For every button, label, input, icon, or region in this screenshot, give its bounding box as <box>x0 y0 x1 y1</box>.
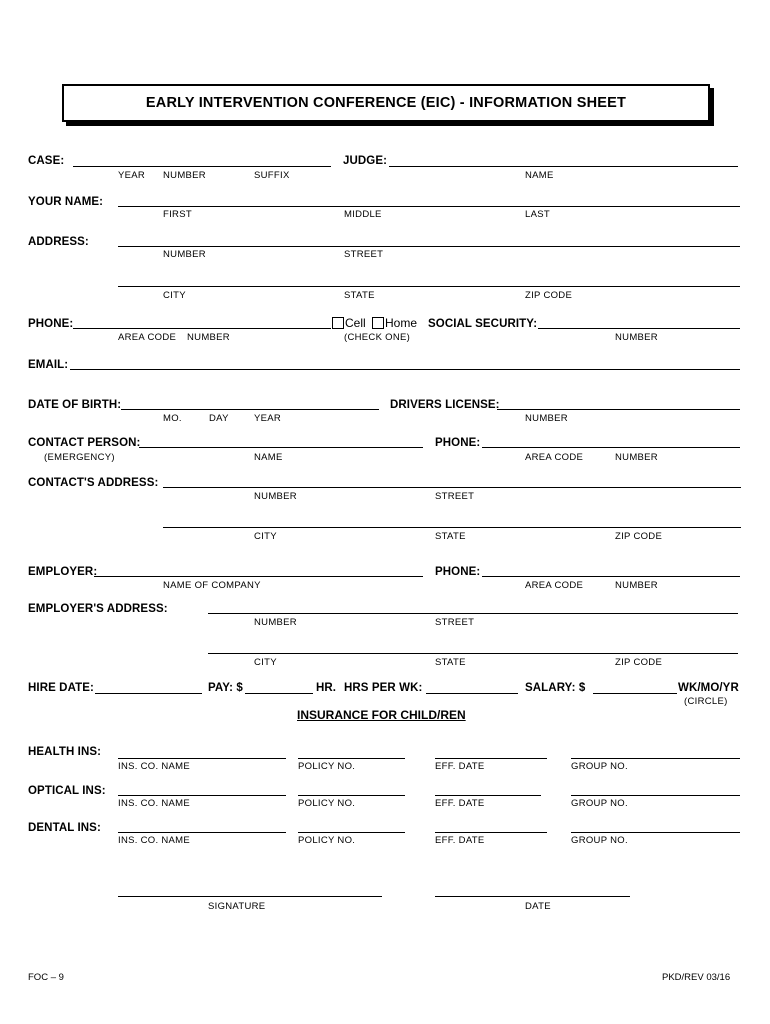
footer-revision: PKD/REV 03/16 <box>662 972 731 983</box>
circle-caption: (CIRCLE) <box>684 696 728 707</box>
contact-address-street-caption: STREET <box>435 491 475 502</box>
address-city-field[interactable] <box>118 286 740 287</box>
address-number-caption: NUMBER <box>163 249 206 260</box>
contact-address-label: CONTACT'S ADDRESS: <box>28 477 159 489</box>
first-name-caption: FIRST <box>163 209 192 220</box>
case-label: CASE: <box>28 155 65 167</box>
hrs-per-wk-field[interactable] <box>426 693 518 694</box>
optical-ins-policy-field[interactable] <box>298 795 405 796</box>
form-title: EARLY INTERVENTION CONFERENCE (EIC) - INFORMATION SHEET <box>145 95 627 111</box>
employer-address-city-field[interactable] <box>208 653 738 654</box>
drivers-license-number-caption: NUMBER <box>525 413 568 424</box>
address-state-caption: STATE <box>344 290 375 301</box>
ssn-label: SOCIAL SECURITY: <box>428 318 538 330</box>
dental-ins-policy-caption: POLICY NO. <box>298 835 356 846</box>
title-box <box>62 84 710 122</box>
last-name-caption: LAST <box>525 209 550 220</box>
employer-phone-number-caption: NUMBER <box>615 580 658 591</box>
phone-area-code-caption: AREA CODE <box>118 332 177 343</box>
wk-mo-yr-options[interactable]: WK/MO/YR <box>678 682 739 694</box>
contact-address-city-caption: CITY <box>254 531 277 542</box>
employer-address-street-caption: STREET <box>435 617 475 628</box>
signature-caption: SIGNATURE <box>208 901 266 912</box>
email-field[interactable] <box>70 369 740 370</box>
signature-field[interactable] <box>118 896 382 897</box>
salary-field[interactable] <box>593 693 677 694</box>
signature-date-caption: DATE <box>525 901 551 912</box>
health-ins-group-caption: GROUP NO. <box>571 761 628 772</box>
employer-address-number-caption: NUMBER <box>254 617 297 628</box>
employer-address-street-field[interactable] <box>208 613 738 614</box>
email-label: EMAIL: <box>28 359 69 371</box>
case-number-caption: NUMBER <box>163 170 206 181</box>
your-name-field[interactable] <box>118 206 740 207</box>
employer-phone-label: PHONE: <box>435 566 481 578</box>
hrs-per-wk-label: HRS PER WK: <box>344 682 423 694</box>
health-ins-policy-caption: POLICY NO. <box>298 761 356 772</box>
optical-ins-company-field[interactable] <box>118 795 286 796</box>
cell-checkbox[interactable] <box>332 317 344 329</box>
dob-year-caption: YEAR <box>254 413 282 424</box>
dob-day-caption: DAY <box>209 413 229 424</box>
health-ins-company-field[interactable] <box>118 758 286 759</box>
employer-field[interactable] <box>94 576 423 577</box>
optical-ins-company-caption: INS. CO. NAME <box>118 798 190 809</box>
health-ins-label: HEALTH INS: <box>28 746 102 758</box>
hr-label: HR. <box>316 682 337 694</box>
case-field[interactable] <box>73 166 331 167</box>
dob-field[interactable] <box>121 409 379 410</box>
contact-phone-label: PHONE: <box>435 437 481 449</box>
dental-ins-group-field[interactable] <box>571 832 740 833</box>
contact-address-number-caption: NUMBER <box>254 491 297 502</box>
judge-field[interactable] <box>389 166 738 167</box>
employer-phone-area-code-caption: AREA CODE <box>525 580 584 591</box>
middle-name-caption: MIDDLE <box>344 209 382 220</box>
employer-address-city-caption: CITY <box>254 657 277 668</box>
ssn-field[interactable] <box>538 328 740 329</box>
contact-phone-number-caption: NUMBER <box>615 452 658 463</box>
pay-label: PAY: $ <box>208 682 243 694</box>
dental-ins-company-field[interactable] <box>118 832 286 833</box>
contact-name-caption: NAME <box>254 452 283 463</box>
optical-ins-group-caption: GROUP NO. <box>571 798 628 809</box>
contact-person-field[interactable] <box>139 447 423 448</box>
phone-number-caption: NUMBER <box>187 332 230 343</box>
hire-date-label: HIRE DATE: <box>28 682 94 694</box>
contact-address-zip-caption: ZIP CODE <box>615 531 663 542</box>
case-year-caption: YEAR <box>118 170 146 181</box>
contact-address-city-field[interactable] <box>163 527 741 528</box>
health-ins-company-caption: INS. CO. NAME <box>118 761 190 772</box>
salary-label: SALARY: $ <box>525 682 586 694</box>
pay-field[interactable] <box>245 693 313 694</box>
dental-ins-company-caption: INS. CO. NAME <box>118 835 190 846</box>
address-street-caption: STREET <box>344 249 384 260</box>
drivers-license-field[interactable] <box>497 409 740 410</box>
dob-month-caption: MO. <box>163 413 182 424</box>
case-suffix-caption: SUFFIX <box>254 170 290 181</box>
phone-label: PHONE: <box>28 318 74 330</box>
health-ins-group-field[interactable] <box>571 758 740 759</box>
insurance-header: INSURANCE FOR CHILD/REN <box>297 708 466 722</box>
dob-label: DATE OF BIRTH: <box>28 399 122 411</box>
contact-phone-area-code-caption: AREA CODE <box>525 452 584 463</box>
company-name-caption: NAME OF COMPANY <box>163 580 261 591</box>
optical-ins-eff-date-field[interactable] <box>435 795 541 796</box>
address-street-field[interactable] <box>118 246 740 247</box>
dental-ins-policy-field[interactable] <box>298 832 405 833</box>
footer-form-code: FOC – 9 <box>28 972 64 983</box>
judge-label: JUDGE: <box>343 155 388 167</box>
dental-ins-group-caption: GROUP NO. <box>571 835 628 846</box>
cell-option-label: Cell <box>345 316 366 330</box>
contact-person-label: CONTACT PERSON: <box>28 437 141 449</box>
employer-phone-field[interactable] <box>482 576 740 577</box>
health-ins-policy-field[interactable] <box>298 758 405 759</box>
contact-address-state-caption: STATE <box>435 531 466 542</box>
health-ins-eff-date-caption: EFF. DATE <box>435 761 485 772</box>
employer-address-label: EMPLOYER'S ADDRESS: <box>28 603 168 615</box>
address-zip-caption: ZIP CODE <box>525 290 573 301</box>
health-ins-eff-date-field[interactable] <box>435 758 547 759</box>
dental-ins-label: DENTAL INS: <box>28 822 101 834</box>
drivers-license-label: DRIVERS LICENSE: <box>390 399 500 411</box>
hire-date-field[interactable] <box>95 693 202 694</box>
contact-address-street-field[interactable] <box>163 487 741 488</box>
dental-ins-eff-date-caption: EFF. DATE <box>435 835 485 846</box>
optical-ins-group-field[interactable] <box>571 795 740 796</box>
home-option-label: Home <box>385 316 418 330</box>
optical-ins-label: OPTICAL INS: <box>28 785 106 797</box>
home-checkbox[interactable] <box>372 317 384 329</box>
optical-ins-policy-caption: POLICY NO. <box>298 798 356 809</box>
optical-ins-eff-date-caption: EFF. DATE <box>435 798 485 809</box>
judge-name-caption: NAME <box>525 170 554 181</box>
employer-address-zip-caption: ZIP CODE <box>615 657 663 668</box>
your-name-label: YOUR NAME: <box>28 196 104 208</box>
employer-address-state-caption: STATE <box>435 657 466 668</box>
ssn-number-caption: NUMBER <box>615 332 658 343</box>
emergency-caption: (EMERGENCY) <box>44 452 115 463</box>
address-city-caption: CITY <box>163 290 186 301</box>
phone-field[interactable] <box>73 328 331 329</box>
signature-date-field[interactable] <box>435 896 630 897</box>
address-label: ADDRESS: <box>28 236 89 248</box>
contact-phone-field[interactable] <box>482 447 740 448</box>
check-one-caption: (CHECK ONE) <box>344 332 411 343</box>
employer-label: EMPLOYER: <box>28 566 98 578</box>
dental-ins-eff-date-field[interactable] <box>435 832 547 833</box>
